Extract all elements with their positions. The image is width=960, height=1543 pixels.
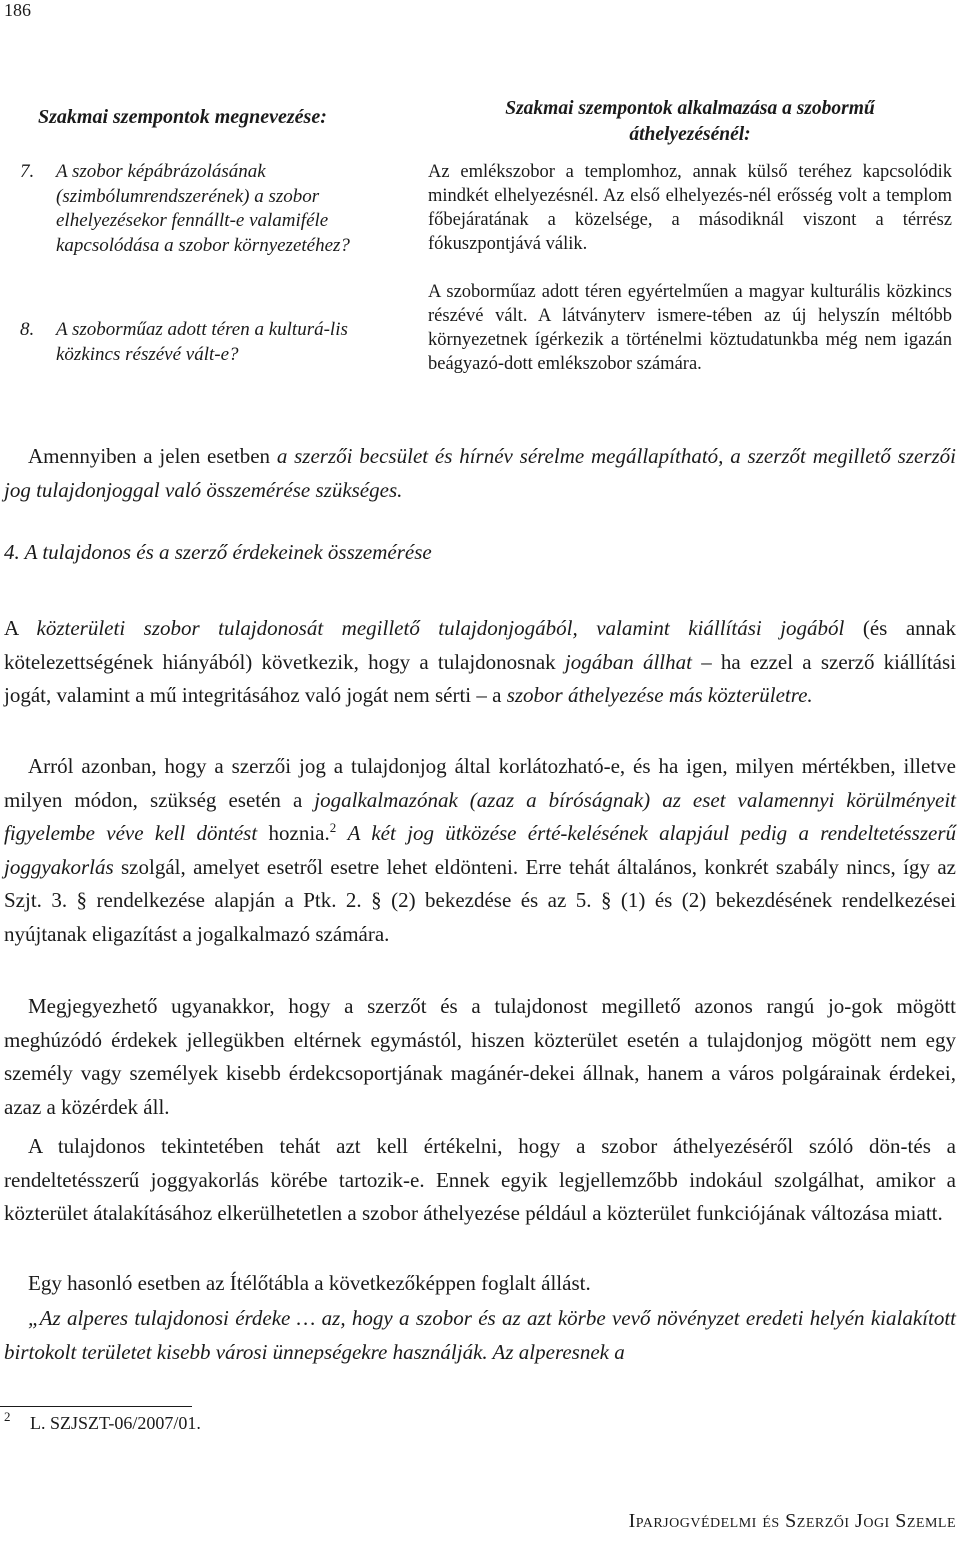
right-column-heading [428,96,952,148]
answer-7: Az emlékszobor a templomhoz, annak külső teréhez kapcsolódik mindkét elhelyezésnél. Az első elhelyezés-nél erősség volt a templom főbejáratának a közelsége, a másodiknál viszont a térrész fókuszpontjává válik. [428,162,952,254]
section-title: 4. A tulajdonos és a szerző érdekeinek összemérése [4,540,432,564]
paragraph-2 [4,612,956,713]
paragraph-3 [4,750,956,951]
text-run: (és annak kötelezettségének hiányából) következik, hogy a tulajdonosnak [4,616,956,674]
text-run [336,821,347,845]
paragraph-1 [4,440,956,507]
right-heading-line2: áthelyezésénél: [629,124,751,145]
question-text: A szoborműaz adott téren a kulturá-lis közkincs részévé vált-e? [56,319,348,365]
text-run: – ha ezzel a szerző kiállítási jogát, valamint a mű integritásához való jogát nem sérti – a [4,649,956,707]
footnote-divider [0,1406,192,1407]
italic-run: közterületi szobor tulajdonosát megillető tulajdonjogából, valamint kiállítási jogából [36,616,845,640]
text-run: Arról azonban, hogy a szerzői jog a tulajdonjog által korlátozható-e, és ha igen, milyen mértékben, illetve milyen módon, szükség esetén a [4,754,956,812]
italic-run: jogalkalmazónak (azaz a bíróságnak) az eset valamennyi körülményeit figyelembe véve kell döntést [4,787,956,845]
italic-run: szobor áthelyezése más közterületre. [506,683,813,707]
footnote-mark: 2 [4,1409,11,1424]
text-run: Amennyiben a jelen esetben [28,444,277,468]
paragraph-4: Megjegyezhető ugyanakkor, hogy a szerzőt és a tulajdonost megillető azonos rangú jo-gok mögött meghúzódó érdekek jellegükben eltérnek egymástól, hiszen közterület esetén a tulajdonjog mögött nem egy személy vagy személyek kisebb érdekcsoportjának magánér-dekei állnak, hanem a város polgárainak érdekei, azaz a közérdek áll. [4,994,956,1119]
page-number: 186 [4,0,31,20]
footnote-text: L. SZJSZT-06/2007/01. [30,1413,201,1433]
text-run: hoznia. [257,821,330,845]
italic-run: A két jog ütközése érté-kelésének alapjául pedig a rendeltetésszerű joggyakorlás [4,821,956,879]
paragraph-6: Egy hasonló esetben az Ítélőtábla a következőképpen foglalt állást. [28,1271,591,1295]
text-run: A [4,616,37,640]
left-column-heading: Szakmai szempontok megnevezése: [38,106,327,128]
paragraph-5: A tulajdonos tekintetében tehát azt kell értékelni, hogy a szobor áthelyezéséről szóló dön-tés a rendeltetésszerű joggyakorlás körébe tartozik-e. Ennek egyik legjellemzőbb indokául szolgálhat, amikor a közterület átalakításához elkerülhetetlen a szobor áthelyezése például a közterület funkciójának változása miatt. [4,1134,956,1225]
question-number: 8. [20,319,35,340]
question-text: A szobor képábrázolásának (szimbólumrendszerének) a szobor elhelyezésekor fennállt-e valamiféle kapcsolódása a szobor környezetéhez? [56,161,350,256]
answer-8: A szoborműaz adott téren egyértelműen a magyar kulturális közkincs részévé vált. A látványterv ismere-tében az új helyszín méltóbb környezetnek ígérkezik a történelmi köztudatunkba még nem igazán beágyazó-dott emlékszobor számára. [428,282,952,374]
journal-title: Iparjogvédelmi és Szerzői Jogi Szemle [628,1510,956,1532]
text-run: szolgál, amelyet esetről esetre lehet eldönteni. Erre tehát általános, konkrét szabály nincs, így az Szjt. 3. § rendelkezése alapján a Ptk. 2. § (2) bekezdése és az 5. § (1) és (2) bekezdésének rendelkezései nyújtanak eligazítást a jogalkalmazó számára. [4,854,956,946]
question-number: 7. [20,161,35,182]
right-heading-line1: Szakmai szempontok alkalmazása a szobormű [505,98,875,119]
italic-run: jogában állhat [564,649,692,674]
italic-run: a szerzői becsület és hírnév sérelme megállapítható, a szerzőt megillető szerzői jog tulajdonjoggal való összemérése szükséges. [4,444,957,502]
footnote-ref: 2 [329,820,337,835]
paragraph-7-quote: „Az alperes tulajdonosi érdeke … az, hogy a szobor és az azt körbe vevő növényzet eredeti helyén kialakított birtokolt területet kisebb városi ünnepségekre használják. Az alperesnek a [4,1306,956,1364]
